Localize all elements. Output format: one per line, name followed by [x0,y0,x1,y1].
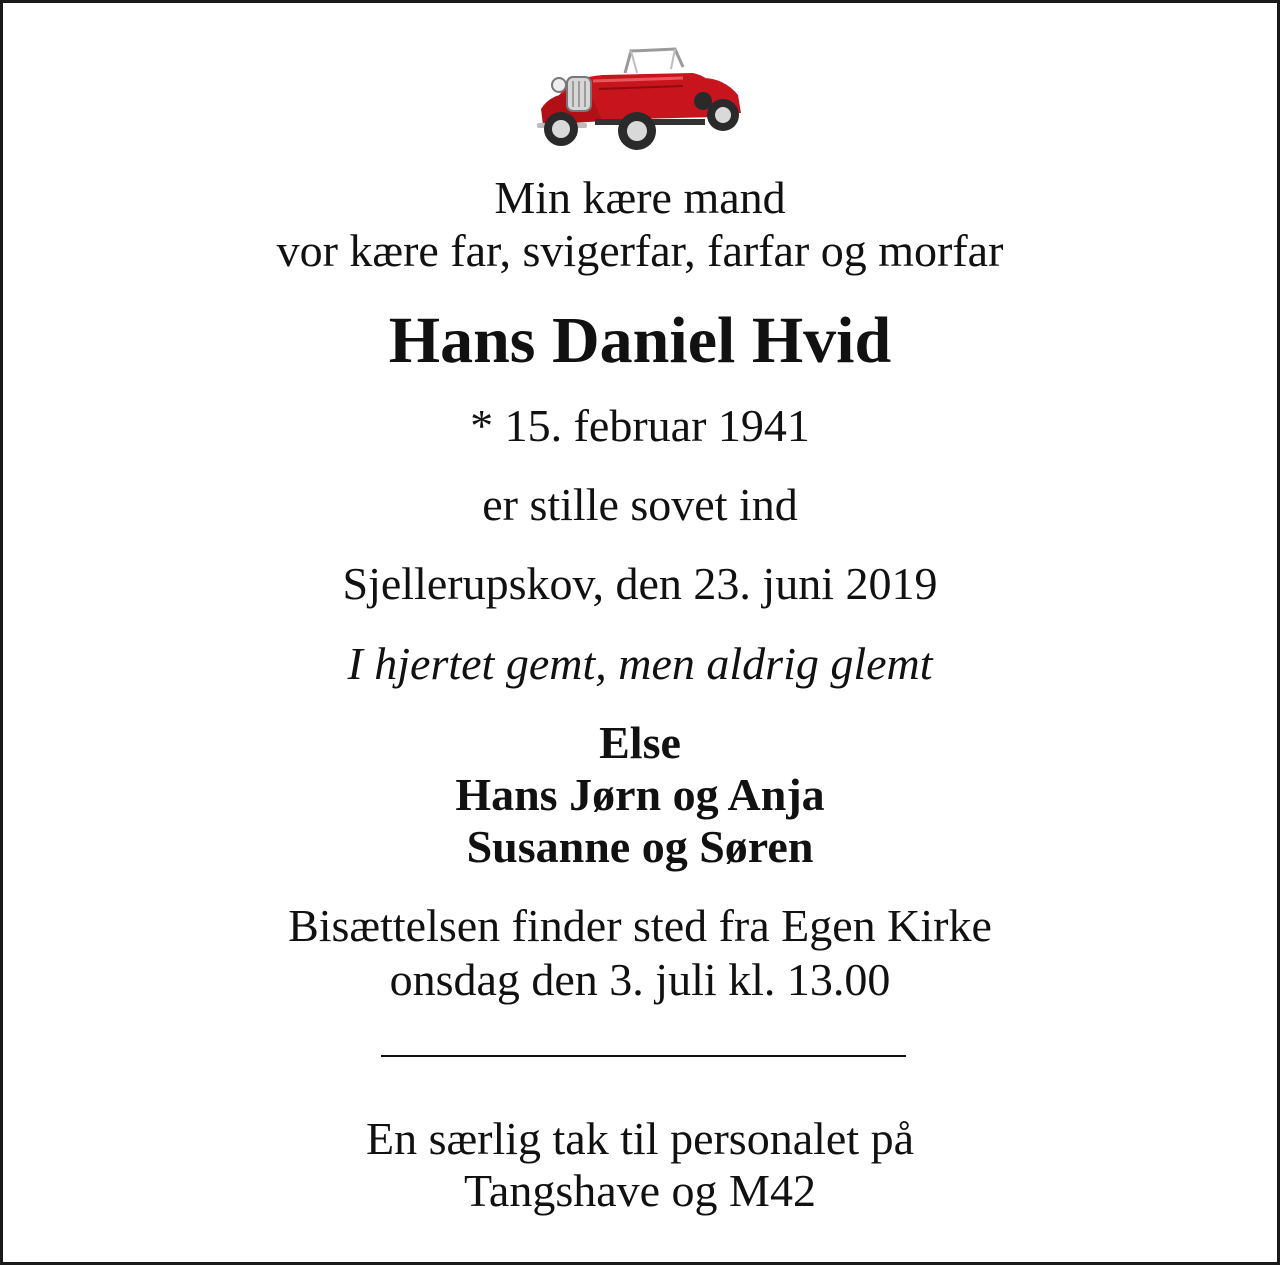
vintage-red-car-icon [533,43,748,153]
intro-text [3,171,1277,277]
motto: I hjertet gemt, men aldrig glemt [347,638,933,689]
divider-line [381,1055,906,1057]
family-member: Else [599,717,681,768]
thanks-text [3,1113,1277,1217]
place-and-date: Sjellerupskov, den 23. juni 2019 [342,558,938,609]
intro-line-2: vor kære far, svigerfar, farfar og morfar [276,225,1004,276]
funeral-info [3,899,1277,1007]
family-member: Susanne og Søren [466,821,814,872]
family-signatures [3,717,1277,873]
intro-line-1: Min kære mand [494,172,786,223]
birth-date: * 15. februar 1941 [470,400,810,451]
funeral-line-1: Bisættelsen finder sted fra Egen Kirke [288,900,992,951]
family-member: Hans Jørn og Anja [455,769,825,820]
thanks-line-2: Tangshave og M42 [464,1165,816,1216]
deceased-name: Hans Daniel Hvid [388,304,892,377]
thanks-line-1: En særlig tak til personalet på [365,1113,915,1164]
funeral-line-2: onsdag den 3. juli kl. 13.00 [389,954,891,1005]
passing-text: er stille sovet ind [482,479,798,530]
